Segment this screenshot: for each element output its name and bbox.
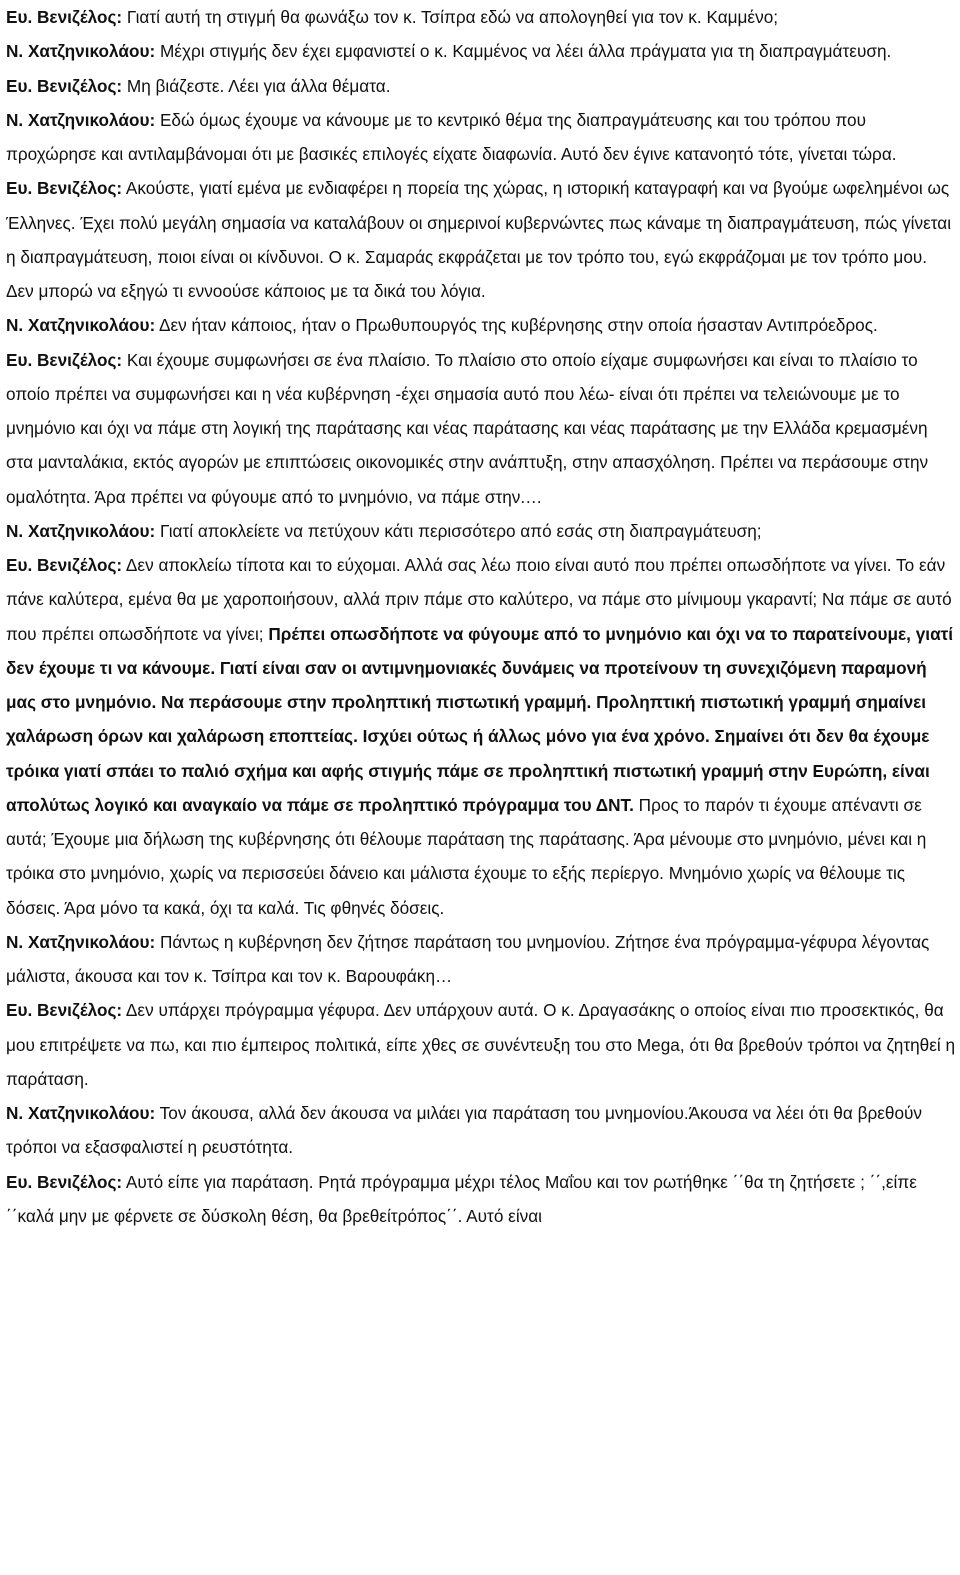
speech-text: Μη βιάζεστε. Λέει για άλλα θέματα. — [122, 75, 391, 96]
speech-text: Μέχρι στιγμής δεν έχει εμφανιστεί ο κ. Καμμένος να λέει άλλα πράγματα για τη διαπραγμάτευση. — [155, 41, 892, 62]
transcript-document — [6, 0, 956, 1233]
speech-text: Αυτό είπε για παράταση. Ρητά πρόγραμμα μέχρι τέλος Μαΐου και τον ρωτήθηκε ΄΄θα τη ζητήσετε ; ΄΄,είπε ΄΄καλά μην με φέρνετε σε δύσκολη θέση, θα βρεθείτρόπος΄΄. Αυτό είναι — [6, 1171, 917, 1226]
speaker-name: Ευ. Βενιζέλος: — [6, 1171, 123, 1192]
speaker-name: Ν. Χατζηνικολάου: — [6, 41, 156, 62]
transcript-paragraph — [6, 514, 956, 548]
speaker-name: Ευ. Βενιζέλος: — [6, 75, 123, 96]
transcript-paragraph — [6, 925, 956, 994]
speech-text: Ακούστε, γιατί εμένα με ενδιαφέρει η πορεία της χώρας, η ιστορική καταγραφή και να βγούμε ωφελημένοι ως Έλληνες. Έχει πολύ μεγάλη σημασία να καταλάβουν οι σημερινοί κυβερνώντες πως κάναμε τη διαπραγμάτευση, πώς γίνεται η διαπραγμάτευση, ποιοι είναι οι κίνδυνοι. Ο κ. Σαμαράς εκφράζεται με τον τρόπο του, εγώ εκφράζομαι με τον τρόπο μου. Δεν μπορώ να εξηγώ τι εννοούσε κάποιος με τα δικά του λόγια. — [6, 178, 952, 301]
transcript-paragraph — [6, 993, 956, 1096]
transcript-paragraph — [6, 1165, 956, 1234]
speech-text: Τον άκουσα, αλλά δεν άκουσα να μιλάει για παράταση του μνημονίου.Άκουσα να λέει ότι θα βρεθούν τρόποι να εξασφαλιστεί η ρευστότητα. — [6, 1103, 923, 1158]
speech-text: Δεν ήταν κάποιος, ήταν ο Πρωθυπουργός της κυβέρνησης στην οποία ήσασταν Αντιπρόεδρος. — [155, 315, 878, 336]
transcript-paragraph — [6, 69, 956, 103]
transcript-paragraph — [6, 0, 956, 34]
speaker-name: Ευ. Βενιζέλος: — [6, 555, 123, 575]
transcript-paragraph — [6, 1096, 956, 1165]
speaker-name: Ν. Χατζηνικολάου: — [6, 315, 156, 336]
speech-text: Και έχουμε συμφωνήσει σε ένα πλαίσιο. Το πλαίσιο στο οποίο είχαμε συμφωνήσει και είναι το πλαίσιο το οποίο πρέπει να συμφωνήσει και η νέα κυβέρνηση -έχει σημασία αυτό που λέω- είναι ότι πρέπει να τελειώνουμε με το μνημόνιο και όχι να πάμε στη λογική της παράτασης και νέας παράτασης και νέας παράτασης με την Ελλάδα κρεμασμένη στα μανταλάκια, εκτός αγορών με επιπτώσεις οικονομικές στην ανάπτυξη, στην απασχόληση. Πρέπει να περάσουμε στην ομαλότητα. Άρα πρέπει να φύγουμε από το μνημόνιο, να πάμε στην.… — [6, 349, 929, 507]
transcript-paragraph — [6, 548, 956, 925]
speech-text: Πάντως η κυβέρνηση δεν ζήτησε παράταση του μνημονίου. Ζήτησε ένα πρόγραμμα-γέφυρα λέγοντας μάλιστα, άκουσα και τον κ. Τσίπρα και τον κ. Βαρουφάκη… — [6, 931, 930, 986]
speaker-name: Ευ. Βενιζέλος: — [6, 178, 123, 199]
transcript-paragraph — [6, 343, 956, 514]
speech-text: Προς το παρόν τι έχουμε απέναντι σε αυτά; Έχουμε μια δήλωση της κυβέρνησης ότι θέλουμε παράταση της παράτασης. Άρα μένουμε στο μνημόνιο, μένει και η τρόικα στο μνημόνιο, χωρίς να περισσεύει δάνειο και μάλιστα έχουμε το εξής περίεργο. Μνημόνιο χωρίς να θέλουμε τις δόσεις. Άρα μόνο τα κακά, όχι τα καλά. Τις φθηνές δόσεις. — [6, 794, 927, 918]
speaker-name: Ν. Χατζηνικολάου: — [6, 931, 156, 952]
speaker-name: Ευ. Βενιζέλος: — [6, 1000, 123, 1021]
emphasized-text: Πρέπει οπωσδήποτε να φύγουμε από το μνημόνιο και όχι να το παρατείνουμε, γιατί δεν έχουμε τι να κάνουμε. Γιατί είναι σαν οι αντιμνημονιακές δυνάμεις να προτείνουν τη συνεχιζόμενη παραμονή μας στο μνημόνιο. Να περάσουμε στην προληπτική πιστωτική γραμμή. Προληπτική πιστωτική γραμμή σημαίνει χαλάρωση όρων και χαλάρωση εποπτείας. Ισχύει ούτως ή άλλως μόνο για ένα χρόνο. Σημαίνει ότι δεν θα έχουμε τρόικα γιατί σπάει το παλιό σχήμα και αφής στιγμής πάμε σε προληπτική πιστωτική γραμμή στην Ευρώπη, είναι απολύτως λογικό και αναγκαίο να πάμε σε προληπτικό πρόγραμμα του ΔΝΤ. — [6, 623, 954, 815]
speaker-name: Ν. Χατζηνικολάου: — [6, 109, 156, 130]
speaker-name: Ν. Χατζηνικολάου: — [6, 1103, 156, 1123]
speech-text: Εδώ όμως έχουμε να κάνουμε με το κεντρικό θέμα της διαπραγμάτευσης και του τρόπου που προχώρησε και αντιλαμβάνομαι ότι με βασικές επιλογές είχατε διαφωνία. Αυτό δεν έγινε κατανοητό τότε, γίνεται τώρα. — [6, 109, 897, 164]
speech-text: Γιατί αυτή τη στιγμή θα φωνάξω τον κ. Τσίπρα εδώ να απολογηθεί για τον κ. Καμμένο; — [122, 7, 779, 27]
transcript-paragraph — [6, 308, 956, 342]
transcript-paragraph — [6, 171, 956, 308]
speaker-name: Ν. Χατζηνικολάου: — [6, 520, 156, 541]
speaker-name: Ευ. Βενιζέλος: — [6, 7, 123, 27]
transcript-paragraph — [6, 34, 956, 68]
speech-text: Γιατί αποκλείετε να πετύχουν κάτι περισσότερο από εσάς στη διαπραγμάτευση; — [155, 520, 762, 541]
speech-text: Δεν υπάρχει πρόγραμμα γέφυρα. Δεν υπάρχουν αυτά. Ο κ. Δραγασάκης ο οποίος είναι πιο προσεκτικός, θα μου επιτρέψετε να πω, και πιο έμπειρος πολιτικά, είπε χθες σε συνέντευξη του στο Mega, ότι θα βρεθούν τρόποι να ζητηθεί η παράταση. — [6, 1000, 956, 1089]
transcript-paragraph — [6, 103, 956, 172]
speaker-name: Ευ. Βενιζέλος: — [6, 349, 123, 370]
speech-text: Δεν αποκλείω τίποτα και το εύχομαι. Αλλά σας λέω ποιο είναι αυτό που πρέπει οπωσδήποτε να γίνει. Το εάν πάνε καλύτερα, εμένα θα με χαροποιήσουν, αλλά πριν πάμε στο καλύτερο, να πάμε στο μίνιμουμ γκαραντί; Να πάμε σε αυτό που πρέπει οπωσδήποτε να γίνει; — [6, 555, 952, 644]
